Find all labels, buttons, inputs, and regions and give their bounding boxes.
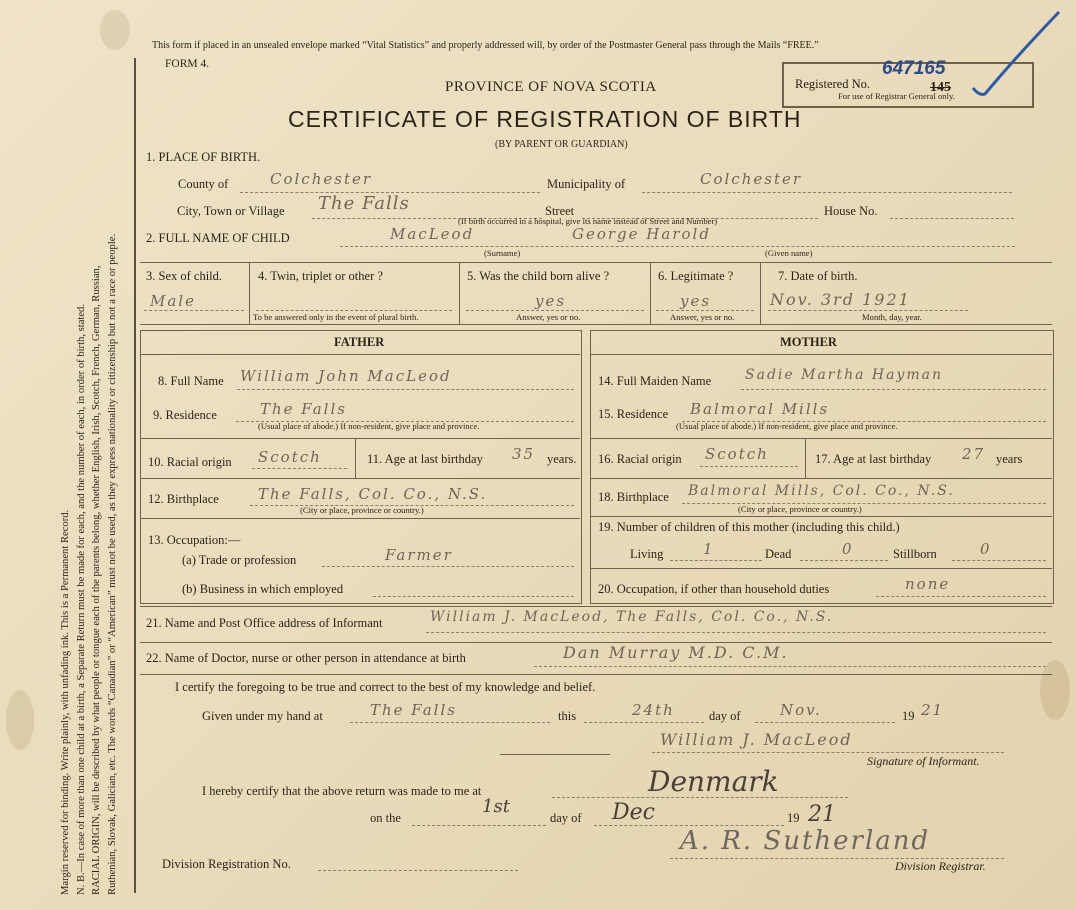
father-name-value: William John MacLeod xyxy=(240,367,452,385)
registrar-statement: I hereby certify that the above return was made to me at xyxy=(202,784,482,798)
father-business-label: (b) Business in which employed xyxy=(182,582,344,596)
mother-racial-label: 16. Racial origin xyxy=(598,452,682,466)
father-age-label: 11. Age at last birthday xyxy=(367,452,483,466)
alive-label: 5. Was the child born alive ? xyxy=(467,269,610,283)
mother-dead-label: Dead xyxy=(765,547,792,561)
registered-struck-number: 145 xyxy=(930,80,951,95)
given-place-line xyxy=(350,722,550,723)
municipality-line xyxy=(642,192,1012,193)
alive-value: yes xyxy=(535,292,567,310)
surname-caption: (Surname) xyxy=(484,248,521,258)
child-name-line xyxy=(340,246,1015,247)
mother-age-value: 27 xyxy=(962,445,986,463)
father-age-divider xyxy=(355,438,356,478)
province-heading: PROVINCE OF NOVA SCOTIA xyxy=(445,79,657,95)
alive-note: Answer, yes or no. xyxy=(516,312,581,322)
father-heading-rule xyxy=(140,354,580,355)
given-day-line xyxy=(584,722,704,723)
doctor-line xyxy=(534,666,1046,667)
informant-signature: William J. MacLeod xyxy=(660,730,853,749)
facts-divider xyxy=(459,262,460,324)
registrar-signature: A. R. Sutherland xyxy=(680,826,931,856)
margin-note-line: Margin reserved for binding. Write plainly, with unfading ink. This is a Permanent Record. xyxy=(60,509,71,895)
division-registrar-label: Division Registrar. xyxy=(895,859,986,873)
informant-line xyxy=(426,632,1046,633)
registered-number: 647165 xyxy=(882,58,946,79)
twin-line xyxy=(256,310,452,311)
legitimate-note: Answer, yes or no. xyxy=(670,312,735,322)
mother-age-years: years xyxy=(996,452,1023,466)
birth-date-label: 7. Date of birth. xyxy=(778,269,858,283)
informant-signature-line xyxy=(652,752,1004,753)
division-registration-label: Division Registration No. xyxy=(162,857,291,871)
given-year-value: 21 xyxy=(921,701,945,719)
registrar-day-line xyxy=(412,825,546,826)
margin-notes xyxy=(58,15,120,895)
father-age-years: years. xyxy=(547,452,577,466)
facts-divider xyxy=(650,262,651,324)
legitimate-line xyxy=(656,310,754,311)
father-birthplace-note: (City or place, province or country.) xyxy=(300,505,424,515)
mother-stillborn-value: 0 xyxy=(980,540,992,558)
certification-statement: I certify the foregoing to be true and correct to the best of my knowledge and belief. xyxy=(175,680,596,694)
given-day-value: 24th xyxy=(632,701,675,719)
child-surname-value: MacLeod xyxy=(390,225,475,243)
father-rule xyxy=(140,438,580,439)
father-racial-line xyxy=(252,468,347,469)
given-year-prefix: 19 xyxy=(902,709,915,723)
mother-age-divider xyxy=(805,438,806,478)
legitimate-value: yes xyxy=(680,292,712,310)
father-residence-value: The Falls xyxy=(260,400,347,418)
page-title: CERTIFICATE OF REGISTRATION OF BIRTH xyxy=(288,106,802,132)
municipality-value: Colchester xyxy=(700,170,803,188)
mother-rule xyxy=(590,478,1052,479)
form-number: FORM 4. xyxy=(165,58,210,70)
house-label: House No. xyxy=(824,204,878,218)
margin-note-line: Ruthenian, Slovak, Galician, etc. The words “Canadian” or “American” must not be used, as they express nationality or citizenship but not a race or people. xyxy=(106,233,118,895)
mother-living-value: 1 xyxy=(703,540,715,558)
father-birthplace-value: The Falls, Col. Co., N.S. xyxy=(258,485,488,503)
father-abode-note: (Usual place of abode.) If non-resident, give place and province. xyxy=(258,421,480,431)
given-place-value: The Falls xyxy=(370,701,457,719)
father-trade-line xyxy=(322,566,574,567)
check-mark-icon xyxy=(955,8,1065,103)
on-the-label: on the xyxy=(370,811,401,825)
mother-birthplace-note: (City or place, province or country.) xyxy=(738,504,862,514)
form-left-border xyxy=(134,58,136,893)
mother-rule xyxy=(590,438,1052,439)
doctor-label: 22. Name of Doctor, nurse or other person in attendance at birth xyxy=(146,651,466,665)
this-label: this xyxy=(558,709,577,723)
father-trade-value: Farmer xyxy=(385,546,453,564)
mother-dead-line xyxy=(800,560,888,561)
father-age-value: 35 xyxy=(512,445,536,463)
margin-note-line: RACIAL ORIGIN, will be described by what people or tongue each of the parents belong, whether English, Irish, Scotch, French, German, Russian, xyxy=(91,265,102,895)
registrar-place-value: Denmark xyxy=(648,765,779,798)
given-month-value: Nov. xyxy=(780,701,822,719)
mother-birthplace-line xyxy=(682,503,1046,504)
city-label: City, Town or Village xyxy=(177,204,285,218)
father-trade-label: (a) Trade or profession xyxy=(182,553,297,567)
twin-note: To be answered only in the event of plural birth. xyxy=(253,312,419,322)
county-value: Colchester xyxy=(270,170,373,188)
house-line xyxy=(890,218,1014,219)
registrar-year-prefix: 19 xyxy=(787,811,800,825)
birth-date-note: Month, day, year. xyxy=(862,312,922,322)
mother-heading: MOTHER xyxy=(780,335,837,349)
paper-stain xyxy=(6,690,34,750)
mother-occupation-label: 20. Occupation, if other than household duties xyxy=(598,582,830,596)
mother-name-value: Sadie Martha Hayman xyxy=(745,367,944,383)
facts-bottom-rule xyxy=(140,324,1052,325)
registrar-day-of-label: day of xyxy=(550,811,582,825)
mother-living-line xyxy=(670,560,762,561)
father-racial-value: Scotch xyxy=(258,448,322,466)
mother-name-line xyxy=(741,389,1046,390)
registered-note: For use of Registrar General only. xyxy=(838,91,955,101)
mother-living-label: Living xyxy=(630,547,664,561)
place-of-birth-heading: 1. PLACE OF BIRTH. xyxy=(146,150,261,164)
registrar-year-value: 21 xyxy=(808,802,836,827)
mother-rule xyxy=(590,568,1052,569)
mother-birthplace-value: Balmoral Mills, Col. Co., N.S. xyxy=(688,483,955,499)
page-subtitle: (BY PARENT OR GUARDIAN) xyxy=(495,139,628,150)
given-month-line xyxy=(755,722,895,723)
mother-name-label: 14. Full Maiden Name xyxy=(598,374,712,388)
mother-birthplace-label: 18. Birthplace xyxy=(598,490,669,504)
sex-label: 3. Sex of child. xyxy=(146,269,223,283)
registrar-day-value: 1st xyxy=(482,796,510,817)
city-value: The Falls xyxy=(318,193,410,214)
birth-date-line xyxy=(768,310,968,311)
birth-date-value: Nov. 3rd 1921 xyxy=(770,290,911,309)
child-given-value: George Harold xyxy=(572,225,711,243)
mother-racial-line xyxy=(700,466,798,467)
mother-abode-note: (Usual place of abode.) If non-resident, give place and province. xyxy=(676,421,898,431)
father-rule xyxy=(140,518,580,519)
sex-line xyxy=(144,310,244,311)
father-name-line xyxy=(237,389,574,390)
paper-stain xyxy=(1040,660,1070,720)
mother-occupation-value: none xyxy=(905,575,951,593)
twin-label: 4. Twin, triplet or other ? xyxy=(258,269,383,283)
division-registration-line xyxy=(318,870,518,871)
mother-residence-label: 15. Residence xyxy=(598,407,669,421)
short-rule xyxy=(500,754,610,755)
registered-label: Registered No. xyxy=(795,77,870,91)
father-residence-label: 9. Residence xyxy=(153,408,217,422)
child-name-label: 2. FULL NAME OF CHILD xyxy=(146,231,290,245)
mother-age-label: 17. Age at last birthday xyxy=(815,452,932,466)
legitimate-label: 6. Legitimate ? xyxy=(658,269,734,283)
sex-value: Male xyxy=(150,292,196,310)
street-label: Street xyxy=(545,204,575,218)
mother-stillborn-line xyxy=(952,560,1046,561)
father-occupation-label: 13. Occupation:— xyxy=(148,533,241,547)
section-rule xyxy=(140,606,1052,607)
day-of-label: day of xyxy=(709,709,741,723)
municipality-label: Municipality of xyxy=(547,177,626,191)
hospital-note: (If birth occurred in a hospital, give its name instead of Street and Number) xyxy=(458,216,718,226)
mother-racial-value: Scotch xyxy=(705,445,769,463)
mother-children-label: 19. Number of children of this mother (including this child.) xyxy=(598,520,900,534)
given-caption: (Given name) xyxy=(765,248,813,258)
facts-divider xyxy=(760,262,761,324)
father-business-line xyxy=(373,596,574,597)
father-rule xyxy=(140,478,580,479)
doctor-value: Dan Murray M.D. C.M. xyxy=(563,643,789,662)
facts-divider xyxy=(249,262,250,324)
margin-note-line: N. B.—In case of more than one child at a birth, a Separate Return must be made for each, and the number of each, in order of birth, stated. xyxy=(75,304,87,895)
county-label: County of xyxy=(178,177,229,191)
mother-heading-rule xyxy=(590,354,1052,355)
section-rule xyxy=(140,674,1052,675)
facts-top-rule xyxy=(140,262,1052,263)
informant-label: 21. Name and Post Office address of Informant xyxy=(146,616,383,630)
given-under-hand-label: Given under my hand at xyxy=(202,709,323,723)
mother-rule xyxy=(590,516,1052,517)
father-racial-label: 10. Racial origin xyxy=(148,455,232,469)
mother-dead-value: 0 xyxy=(842,540,854,558)
alive-line xyxy=(466,310,644,311)
mother-stillborn-label: Stillborn xyxy=(893,547,937,561)
registrar-month-value: Dec xyxy=(612,800,655,825)
father-heading: FATHER xyxy=(334,335,385,349)
informant-value: William J. MacLeod, The Falls, Col. Co., N.S. xyxy=(430,609,834,625)
mother-residence-value: Balmoral Mills xyxy=(690,400,830,418)
signature-of-informant-label: Signature of Informant. xyxy=(867,754,980,768)
father-birthplace-label: 12. Birthplace xyxy=(148,492,219,506)
mother-occupation-line xyxy=(876,596,1046,597)
mail-notice: This form if placed in an unsealed envelope marked “Vital Statistics” and properly addressed will, by order of the Postmaster General pass through the Mails “FREE.” xyxy=(152,40,819,51)
father-name-label: 8. Full Name xyxy=(158,374,224,388)
registrar-place-line xyxy=(552,797,848,798)
